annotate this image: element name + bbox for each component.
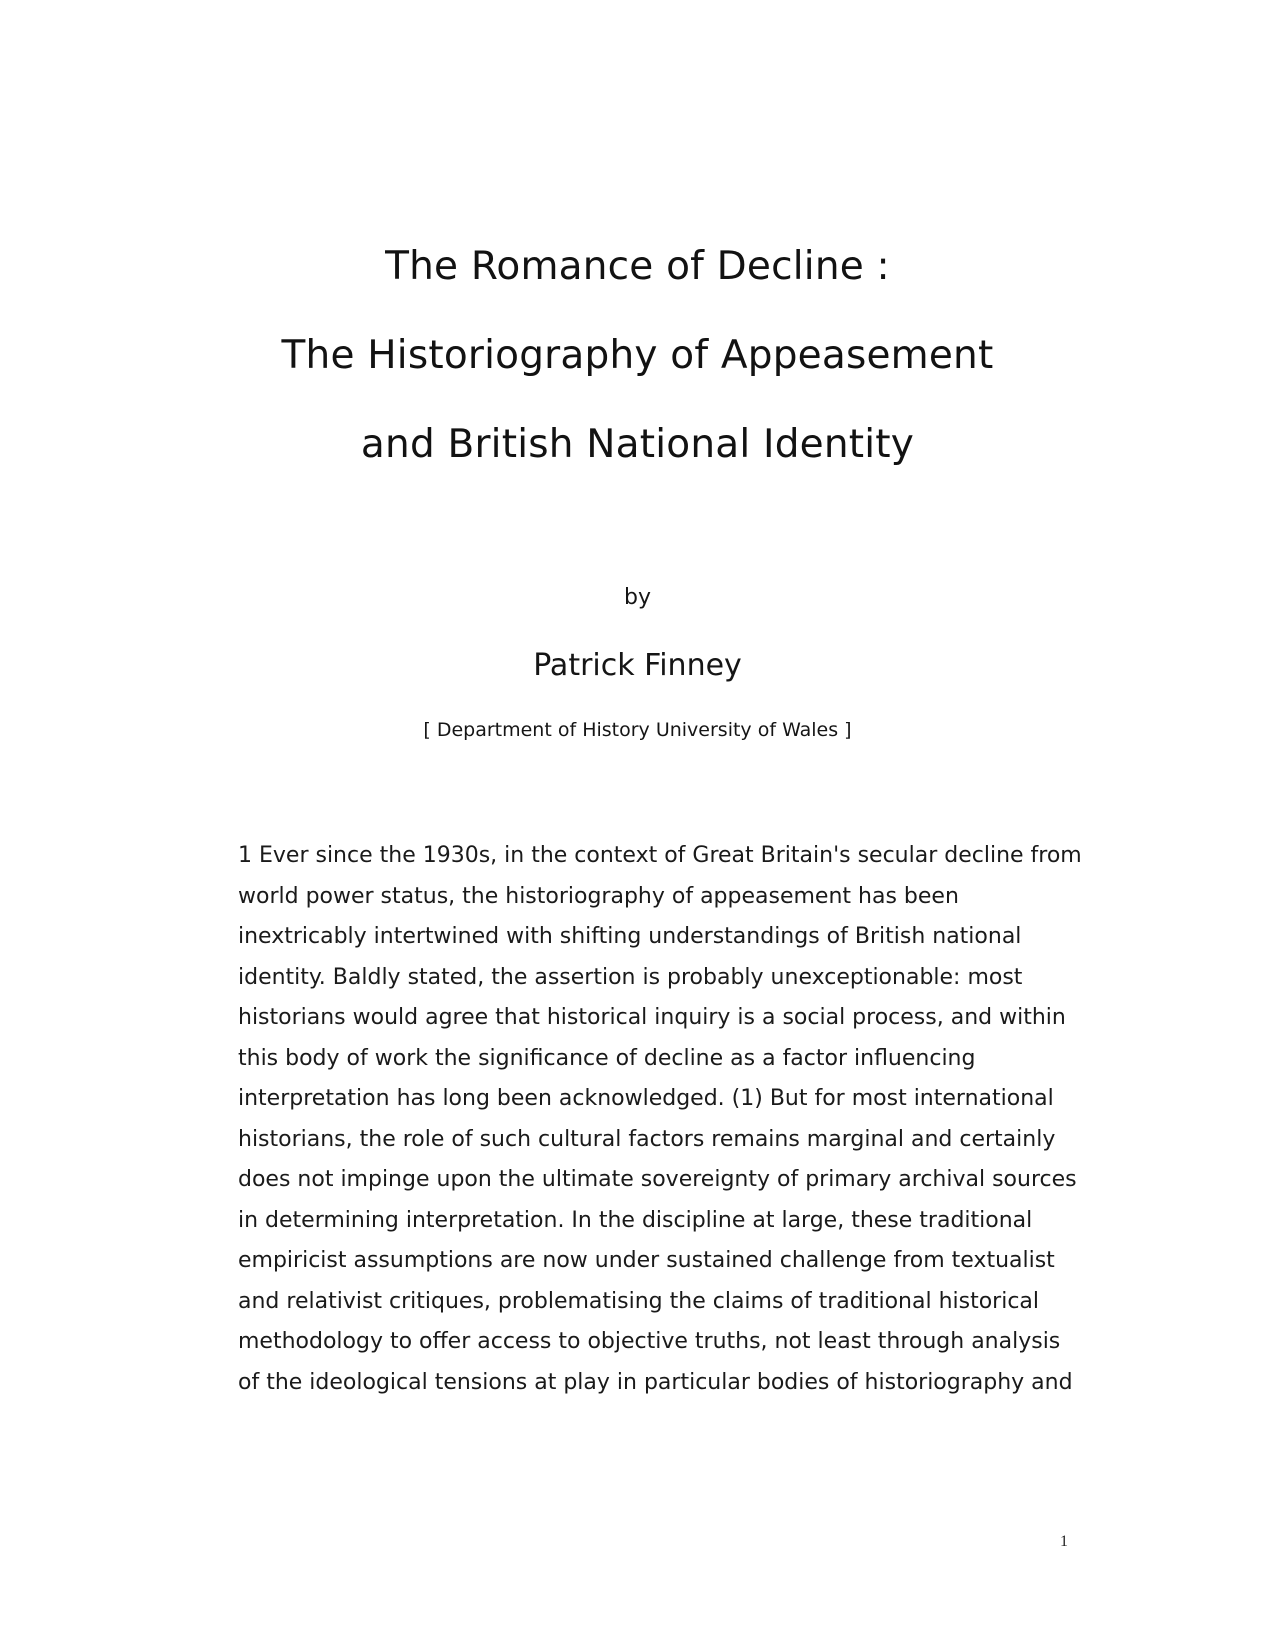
paragraph-line: identity. Baldly stated, the assertion is probably unexceptionable: most	[238, 964, 1023, 990]
byline: by	[624, 585, 651, 610]
page-number: 1	[1060, 1533, 1068, 1550]
paragraph-line: historians, the role of such cultural factors remains marginal and certainly	[238, 1126, 1056, 1152]
author-name: Patrick Finney	[533, 648, 742, 683]
paragraph-line: methodology to offer access to objective truths, not least through analysis	[238, 1329, 1061, 1354]
title-line-3: and British National Identity	[360, 422, 915, 467]
paragraph-line: does not impinge upon the ultimate sovereignty of primary archival sources	[238, 1167, 1077, 1192]
paragraph-line: empiricist assumptions are now under sustained challenge from textualist	[238, 1248, 1055, 1273]
paragraph-line: this body of work the significance of decline as a factor influencing	[238, 1045, 976, 1071]
paragraph-line: and relativist critiques, problematising the claims of traditional historical	[238, 1288, 1040, 1314]
title-line-2: The Historiography of Appeasement	[281, 333, 994, 378]
paragraph-line: historians would agree that historical inquiry is a social process, and within	[238, 1005, 1066, 1030]
paragraph-line: 1 Ever since the 1930s, in the context of Great Britain's secular decline from	[238, 843, 1082, 868]
paragraph-line: inextricably intertwined with shifting understandings of British national	[238, 924, 1022, 949]
paragraph-line: of the ideological tensions at play in particular bodies of historiography and	[238, 1369, 1073, 1395]
document-title	[0, 222, 1275, 489]
body-paragraph	[238, 836, 1082, 1403]
paragraph-line: in determining interpretation. In the discipline at large, these traditional	[238, 1207, 1033, 1233]
author-affiliation: [ Department of History University of Wales ]	[423, 719, 852, 741]
paragraph-line: world power status, the historiography of appeasement has been	[238, 883, 959, 909]
paragraph-line: interpretation has long been acknowledged. (1) But for most international	[238, 1086, 1054, 1111]
title-line-1: The Romance of Decline :	[385, 244, 890, 289]
